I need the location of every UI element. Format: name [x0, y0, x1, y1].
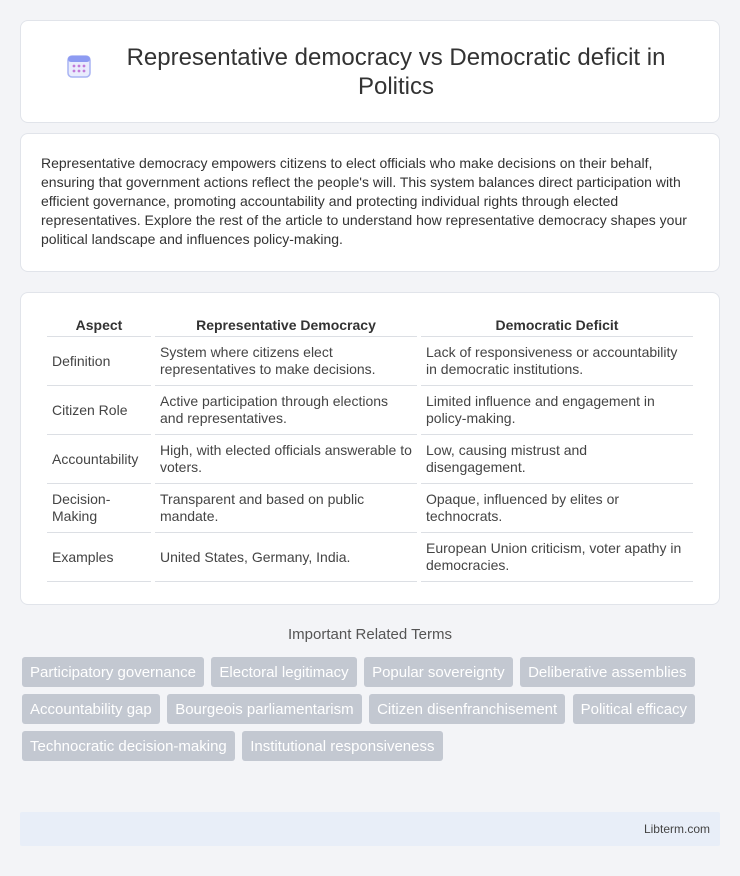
tag-bourgeois-parliamentarism[interactable]: Bourgeois parliamentarism — [167, 694, 361, 724]
row-representative: United States, Germany, India. — [155, 533, 417, 582]
comparison-card — [20, 292, 720, 605]
header-democratic-deficit: Democratic Deficit — [421, 311, 693, 337]
row-representative: Transparent and based on public mandate. — [155, 484, 417, 533]
tag-accountability-gap[interactable]: Accountability gap — [22, 694, 160, 724]
related-terms-list — [22, 657, 722, 768]
row-aspect: Examples — [47, 533, 151, 582]
title-card — [20, 20, 720, 123]
title-wrap — [64, 43, 676, 101]
table-row — [47, 484, 693, 533]
tag-electoral-legitimacy[interactable]: Electoral legitimacy — [211, 657, 356, 687]
row-deficit: Limited influence and engagement in policy-making. — [421, 386, 693, 435]
row-aspect: Citizen Role — [47, 386, 151, 435]
row-representative: High, with elected officials answerable to voters. — [155, 435, 417, 484]
row-aspect: Accountability — [47, 435, 151, 484]
tag-deliberative-assemblies[interactable]: Deliberative assemblies — [520, 657, 694, 687]
intro-card — [20, 133, 720, 272]
row-representative: Active participation through elections and representatives. — [155, 386, 417, 435]
row-deficit: Low, causing mistrust and disengagement. — [421, 435, 693, 484]
header-representative-democracy: Representative Democracy — [155, 311, 417, 337]
table-row — [47, 533, 693, 582]
footer-site-link[interactable]: Libterm.com — [643, 822, 710, 836]
tag-political-efficacy[interactable]: Political efficacy — [573, 694, 695, 724]
tag-participatory-governance[interactable]: Participatory governance — [22, 657, 204, 687]
table-row — [47, 386, 693, 435]
related-terms-title: Important Related Terms — [288, 626, 452, 643]
row-deficit: Lack of responsiveness or accountability in democratic institutions. — [421, 337, 693, 386]
intro-paragraph: Representative democracy empowers citizens to elect officials who make decisions on their behalf, ensuring that government actions reflect the people's will. This system balances direct participation with efficient governance, promoting accountability and protecting individual rights through elected representatives. Explore the rest of the article to understand how representative democracy shapes your political landscape and influences policy-making. — [41, 155, 687, 247]
table-header-row — [47, 311, 693, 337]
tag-technocratic-decision-making[interactable]: Technocratic decision-making — [22, 731, 235, 761]
tag-institutional-responsiveness[interactable]: Institutional responsiveness — [242, 731, 442, 761]
row-aspect: Decision-Making — [47, 484, 151, 533]
row-deficit: Opaque, influenced by elites or technocrats. — [421, 484, 693, 533]
row-aspect: Definition — [47, 337, 151, 386]
table-row — [47, 435, 693, 484]
row-deficit: European Union criticism, voter apathy in democracies. — [421, 533, 693, 582]
page-title: Representative democracy vs Democratic deficit in Politics — [126, 43, 666, 100]
tag-citizen-disenfranchisement[interactable]: Citizen disenfranchisement — [369, 694, 565, 724]
row-representative: System where citizens elect representatives to make decisions. — [155, 337, 417, 386]
tag-popular-sovereignty[interactable]: Popular sovereignty — [364, 657, 513, 687]
table-row — [47, 337, 693, 386]
calendar-icon — [64, 51, 94, 81]
footer — [20, 812, 720, 846]
comparison-table — [43, 311, 697, 582]
header-aspect: Aspect — [47, 311, 151, 337]
